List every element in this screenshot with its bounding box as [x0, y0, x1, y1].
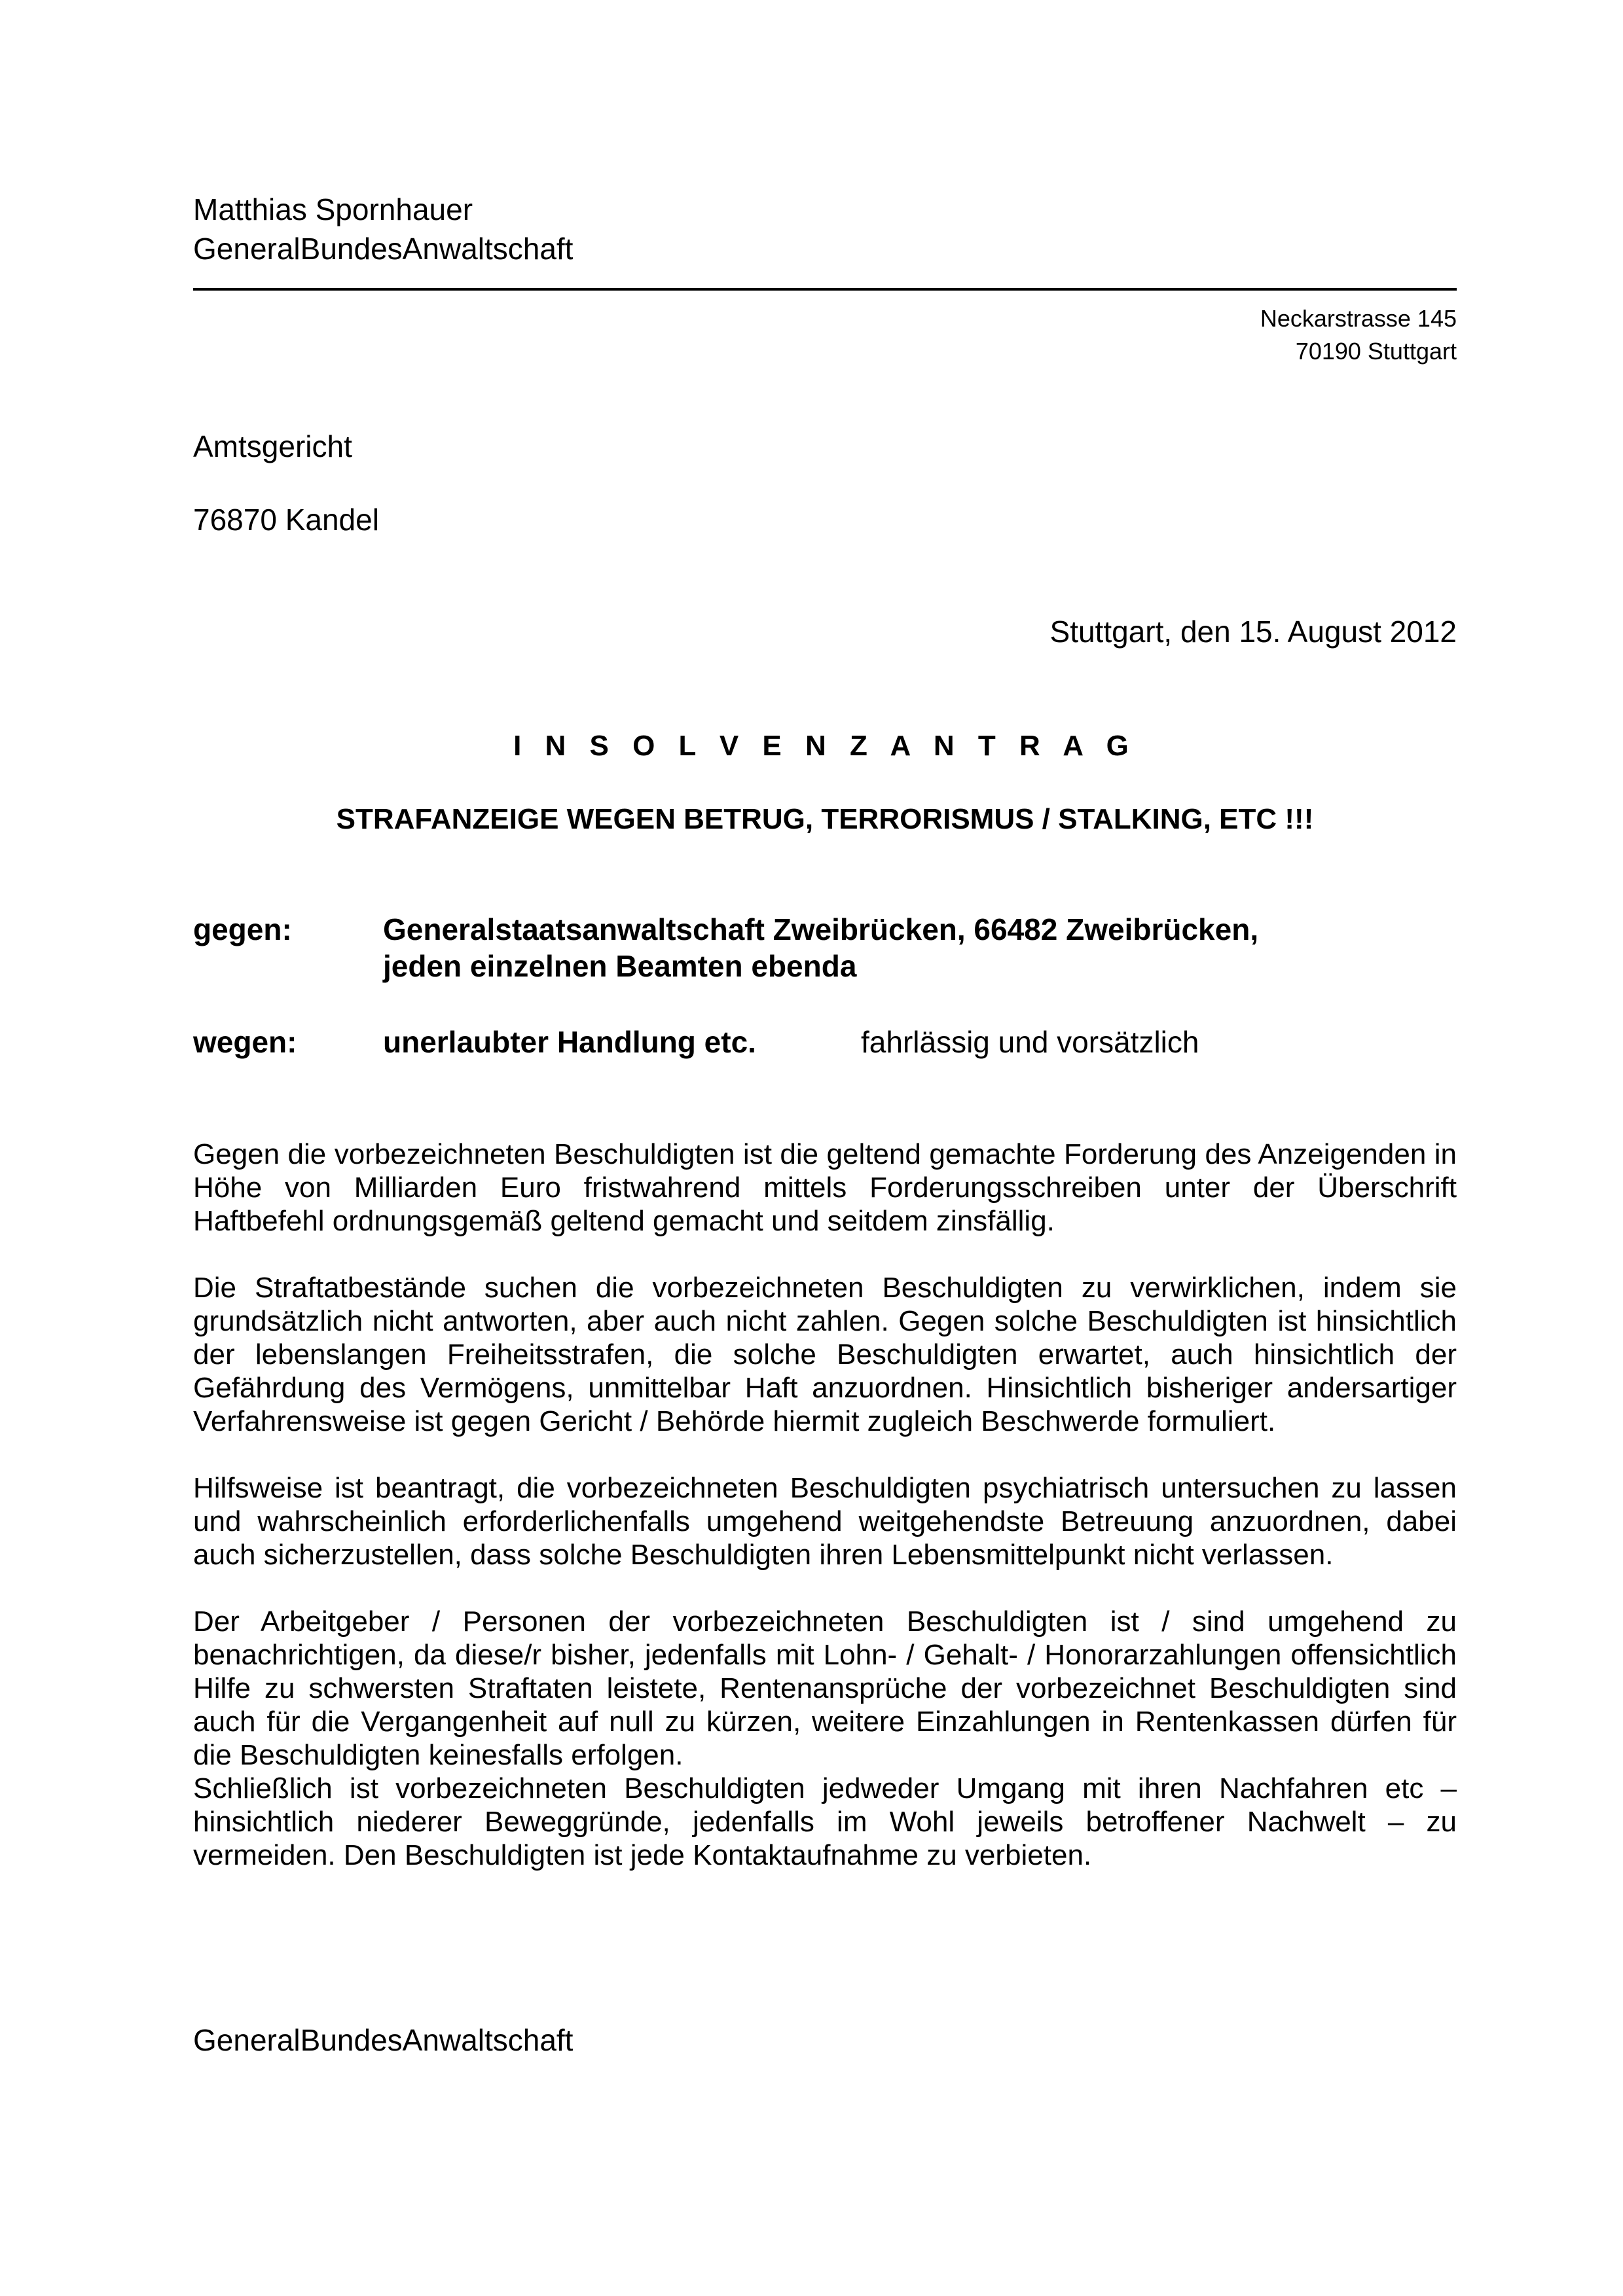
- sender-name: Matthias Spornhauer: [193, 192, 473, 226]
- gegen-label: gegen:: [193, 912, 292, 946]
- body-paragraph-1: Gegen die vorbezeichneten Beschuldigten ist die geltend gemachte Forderung des Anzeigenden in Höhe von Milliarden Euro fristwahrend mittels Forderungsschreiben unter der Überschrift Haftbefehl ordnungsgemäß geltend gemacht und seitdem zinsfällig.: [193, 1138, 1457, 1237]
- body-paragraph-4: Der Arbeitgeber / Personen der vorbezeichneten Beschuldigten ist / sind umgehend zu benachrichtigen, da diese/r bisher, jedenfalls mit Lohn- / Gehalt- / Honorarzahlungen offensichtlich Hilfe zu schwersten Straftaten leistete, Rentenansprüche der vorbezeichnet Beschuldigten sind auch für die Vergangenheit auf null zu kürzen, weitere Einzahlungen in Rentenkassen dürfen für die Beschuldigten keinesfalls erfolgen.: [193, 1605, 1457, 1771]
- document-subtitle: STRAFANZEIGE WEGEN BETRUG, TERRORISMUS / STALKING, ETC !!!: [336, 803, 1314, 835]
- header-divider: [193, 288, 1457, 291]
- closing-signature: GeneralBundesAnwaltschaft: [193, 2023, 574, 2057]
- recipient-name: Amtsgericht: [193, 429, 352, 463]
- wegen-extra: fahrlässig und vorsätzlich: [861, 1025, 1199, 1059]
- body-paragraph-5: Schließlich ist vorbezeichneten Beschuldigten jedweder Umgang mit ihren Nachfahren etc – hinsichtlich niederer Beweggründe, jedenfalls im Wohl jeweils betroffener Nachwelt – zu vermeiden. Den Beschuldigten ist jede Kontaktaufnahme zu verbieten.: [193, 1772, 1457, 1871]
- document-title: I N S O L V E N Z A N T R A G: [513, 730, 1137, 762]
- recipient-city: 76870 Kandel: [193, 503, 379, 537]
- date-line: Stuttgart, den 15. August 2012: [1049, 615, 1457, 649]
- body-paragraph-2: Die Straftatbestände suchen die vorbezeichneten Beschuldigten zu verwirklichen, indem sie grundsätzlich nicht antworten, aber auch nicht zahlen. Gegen solche Beschuldigten ist hinsichtlich der lebenslangen Freiheitsstrafen, die solche Beschuldigten erwartet, auch hinsichtlich der Gefährdung des Vermögens, unmittelbar Haft anzuordnen. Hinsichtlich bisheriger andersartiger Verfahrensweise ist gegen Gericht / Behörde hiermit zugleich Beschwerde formuliert.: [193, 1272, 1457, 1437]
- sender-street: Neckarstrasse 145: [1260, 305, 1457, 332]
- gegen-line-1: Generalstaatsanwaltschaft Zweibrücken, 66482 Zweibrücken,: [383, 912, 1259, 946]
- letter-body: [193, 1138, 1457, 1872]
- gegen-value: [383, 911, 1258, 984]
- sender-city: 70190 Stuttgart: [1295, 338, 1457, 365]
- wegen-value: unerlaubter Handlung etc.: [383, 1025, 756, 1059]
- gegen-line-2: jeden einzelnen Beamten ebenda: [383, 949, 857, 983]
- sender-address: [1260, 302, 1457, 368]
- wegen-label: wegen:: [193, 1025, 297, 1059]
- body-paragraph-3: Hilfsweise ist beantragt, die vorbezeichneten Beschuldigten psychiatrisch untersuchen zu lassen und wahrscheinlich erforderlichenfalls umgehend weitgehendste Betreuung anzuordnen, dabei auch sicherzustellen, dass solche Beschuldigten ihren Lebensmittelpunkt nicht verlassen.: [193, 1472, 1457, 1571]
- sender-block: [193, 190, 573, 268]
- sender-organization: GeneralBundesAnwaltschaft: [193, 232, 574, 266]
